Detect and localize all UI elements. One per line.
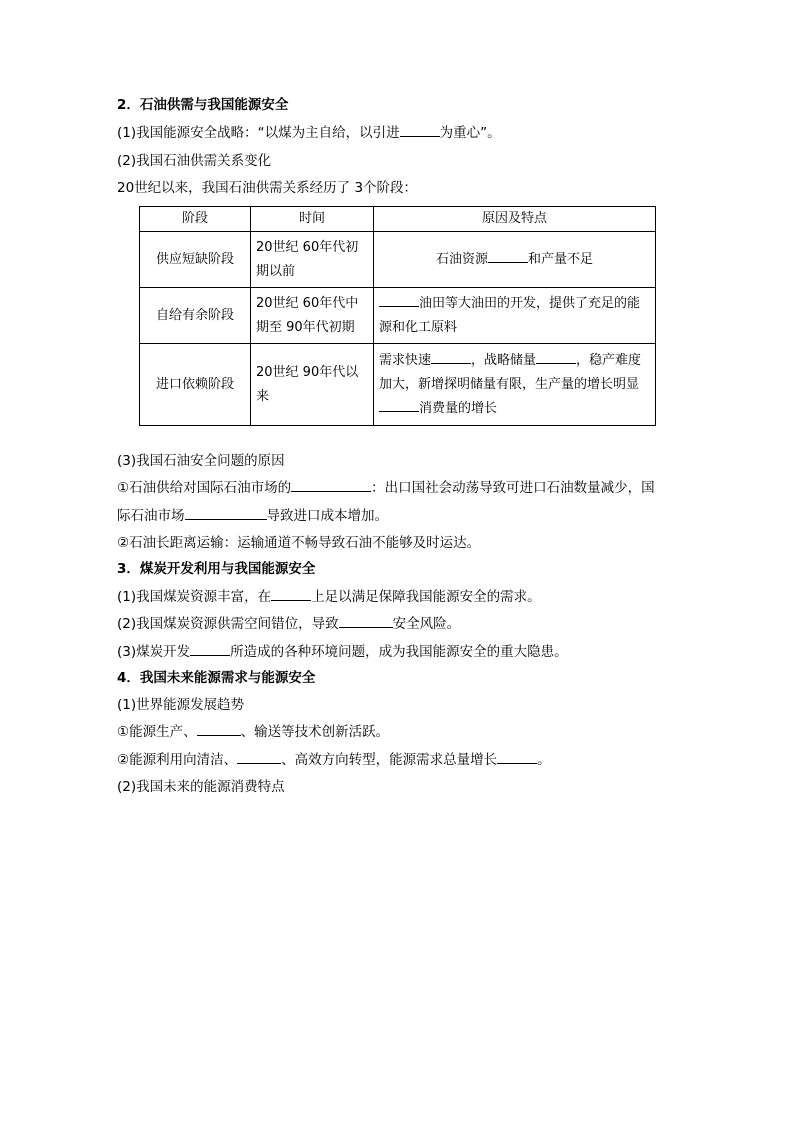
fill-blank[interactable] <box>488 250 528 263</box>
fill-blank[interactable] <box>271 588 311 601</box>
table-cell-stage: 自给有余阶段 <box>140 288 251 344</box>
table-header-reason: 原因及特点 <box>374 207 656 232</box>
section4-item2: (2)我国未来的能源消费特点 <box>117 779 285 795</box>
table-cell-stage: 供应短缺阶段 <box>140 232 251 288</box>
text: (1)我国煤炭资源丰富，在 <box>117 589 272 605</box>
table-cell-reason <box>374 232 656 288</box>
text: ②能源利用向清洁、 <box>117 752 238 768</box>
text: 消费量的增长 <box>419 400 498 416</box>
table-row <box>140 232 656 288</box>
fill-blank[interactable] <box>536 351 576 364</box>
table-row <box>140 344 656 426</box>
text: ①能源生产、 <box>117 724 197 740</box>
text: 所造成的各种环境问题，成为我国能源安全的重大隐患。 <box>230 644 568 660</box>
text: 际石油市场 <box>117 508 185 524</box>
text: 、输送等技术创新活跃。 <box>240 724 390 740</box>
text: 和产量不足 <box>528 251 594 267</box>
section4-item1-point1 <box>117 723 687 741</box>
fill-blank[interactable] <box>379 399 419 412</box>
section2-item3-point1 <box>117 479 687 497</box>
fill-blank[interactable] <box>431 351 471 364</box>
table-cell-stage: 进口依赖阶段 <box>140 344 251 426</box>
table-header-row <box>140 207 656 232</box>
fill-blank[interactable] <box>379 294 419 307</box>
section4-item1-point2 <box>117 751 687 769</box>
text: 。 <box>537 752 551 768</box>
section2-item3-point2: ②石油长距离运输：运输通道不畅导致石油不能够及时运达。 <box>117 535 481 551</box>
table-row <box>140 288 656 344</box>
fill-blank[interactable] <box>190 643 230 656</box>
section4-heading: 4．我国未来能源需求与能源安全 <box>117 670 316 686</box>
text: 安全风险。 <box>392 616 461 632</box>
text: 上足以满足保障我国能源安全的需求。 <box>311 589 541 605</box>
fill-blank[interactable] <box>339 615 393 628</box>
text: (1)我国能源安全战略：“以煤为主自给，以引进 <box>117 125 400 141</box>
fill-blank[interactable] <box>237 751 281 764</box>
section3-heading: 3．煤炭开发利用与我国能源安全 <box>117 561 316 577</box>
section2-intro: 20世纪以来，我国石油供需关系经历了 3个阶段： <box>117 180 418 196</box>
section2-heading: 2．石油供需与我国能源安全 <box>117 97 289 113</box>
table-cell-time: 20世纪 90年代以来 <box>251 344 374 426</box>
section2-item3: (3)我国石油安全问题的原因 <box>117 453 285 469</box>
section4-item1: (1)世界能源发展趋势 <box>117 697 245 713</box>
text: 为重心”。 <box>439 125 501 141</box>
section2-item2: (2)我国石油供需关系变化 <box>117 153 272 169</box>
text: 石油资源 <box>435 251 488 267</box>
table-header-time: 时间 <box>251 207 374 232</box>
text: ：出口国社会动荡导致可进口石油数量减少，国 <box>371 480 655 496</box>
text: 油田等大油田的开发，提供了充足的能源和化工原料 <box>379 295 641 335</box>
text: 、高效方向转型，能源需求总量增长 <box>281 752 498 768</box>
fill-blank[interactable] <box>291 479 371 492</box>
text: ①石油供给对国际石油市场的 <box>117 480 292 496</box>
fill-blank[interactable] <box>400 124 440 137</box>
text: ，战略储量 <box>471 352 537 368</box>
table-cell-reason <box>374 288 656 344</box>
section3-item3 <box>117 643 687 661</box>
table-header-stage: 阶段 <box>140 207 251 232</box>
table-cell-time: 20世纪 60年代初期以前 <box>251 232 374 288</box>
table-cell-reason <box>374 344 656 426</box>
section3-item1 <box>117 588 687 606</box>
section3-item2 <box>117 615 687 633</box>
table-cell-time: 20世纪 60年代中期至 90年代初期 <box>251 288 374 344</box>
section2-item1 <box>117 124 687 142</box>
text: (2)我国煤炭资源供需空间错位，导致 <box>117 616 339 632</box>
text: 需求快速 <box>379 352 432 368</box>
stages-table <box>139 206 656 426</box>
section2-item3-point1-cont <box>117 507 687 525</box>
fill-blank[interactable] <box>197 723 241 736</box>
fill-blank[interactable] <box>185 507 267 520</box>
fill-blank[interactable] <box>497 751 537 764</box>
text: 导致进口成本增加。 <box>266 508 388 524</box>
text: (3)煤炭开发 <box>117 644 191 660</box>
text: ，稳产难度加大，新增探明储量有限，生产量的增长明显 <box>379 352 642 392</box>
